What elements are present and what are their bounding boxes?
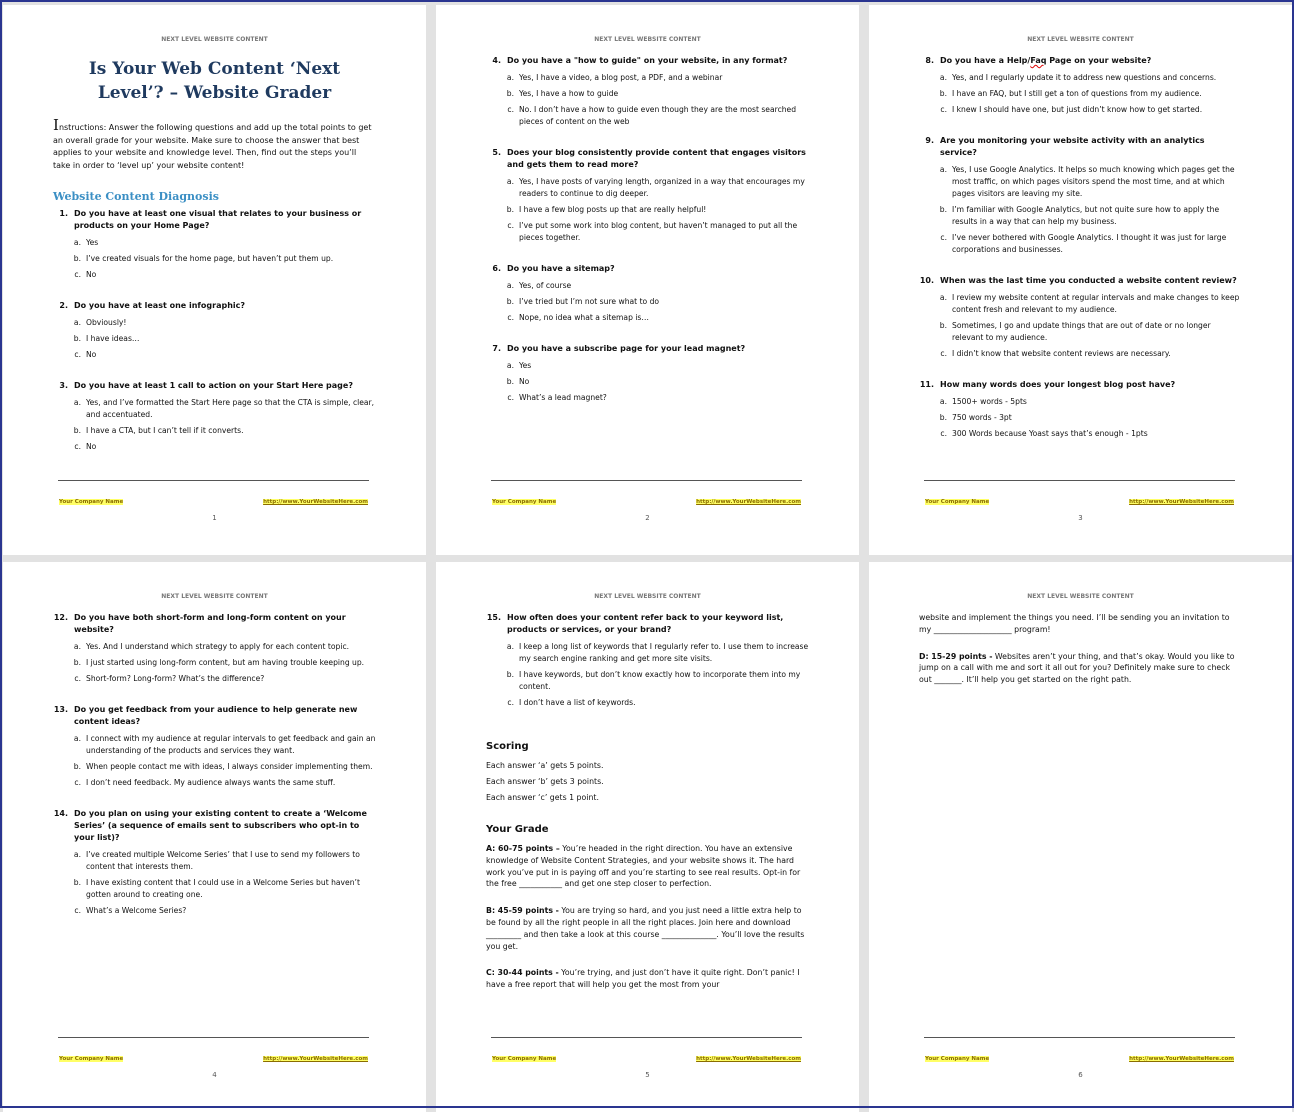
question-spacer	[919, 260, 1242, 275]
question	[919, 135, 1242, 159]
answer-text: What’s a Welcome Series?	[86, 906, 187, 915]
answer-text: What’s a lead magnet?	[519, 393, 607, 402]
grade-b-text: You are trying so hard, and you just need a little extra help to be found by all the right people in all the right places. Join here and download _________ and then take a look at this course ______________. You’ll love the results you get.	[486, 906, 805, 951]
question	[919, 55, 1242, 67]
answer-text: I have ideas…	[86, 334, 140, 344]
footer-rule	[924, 480, 1235, 481]
answer-text: Yes, and I’ve formatted the Start Here page so that the CTA is simple, clear, and accentuated.	[86, 398, 375, 420]
answer-option	[919, 292, 1242, 316]
answer-letter: a.	[506, 361, 514, 370]
page-number: 2	[645, 514, 650, 522]
footer-rule	[491, 1037, 802, 1038]
answer-option	[53, 441, 376, 453]
document-page-1	[3, 5, 426, 555]
answer-option	[919, 204, 1242, 228]
answer-option	[486, 669, 809, 693]
grade-b-label: B: 45-59 points -	[486, 906, 559, 916]
answer-text: I review my website content at regular intervals and make changes to keep content fresh and relevant to my audience.	[952, 293, 1240, 314]
question-text: Do you have a Help/	[940, 56, 1031, 65]
footer-company: Your Company Name	[59, 1056, 124, 1062]
question-spacer	[486, 248, 809, 263]
answer-text: 300 Words because Yoast says that’s enough - 1pts	[952, 429, 1148, 438]
grade-c-text: You’re trying, and just don’t have it quite right. Don’t panic! I have a free report that will help you get the most from your	[486, 968, 800, 990]
answer-option	[486, 641, 809, 665]
question-number: 5.	[492, 148, 501, 157]
answer-text: No. I don’t have a how to guide even though they are the most searched pieces of content on the web	[519, 105, 797, 126]
answer-letter: c.	[74, 442, 81, 452]
question-spacer	[53, 365, 376, 380]
answer-text: Yes, I have a video, a blog post, a PDF, and a webinar	[519, 73, 723, 82]
answer-text: I just started using long-form content, but am having trouble keeping up.	[86, 658, 365, 667]
answer-text: I’ve never bothered with Google Analytics. I thought it was just for large corporations and businesses.	[952, 233, 1227, 254]
scoring-line: Each answer ‘c’ gets 1 point.	[486, 793, 599, 802]
answer-option	[486, 296, 809, 308]
question-number: 10.	[919, 276, 934, 285]
spellcheck-word: Faq	[1030, 56, 1047, 65]
answer-option	[486, 204, 809, 216]
question	[53, 808, 376, 844]
answer-text: I’ve tried but I’m not sure what to do	[519, 297, 660, 306]
question-text: Do you have a sitemap?	[507, 264, 615, 273]
question-spacer	[53, 285, 376, 300]
page-header: NEXT LEVEL WEBSITE CONTENT	[1027, 36, 1134, 43]
answer-text: 750 words - 3pt	[952, 413, 1012, 422]
answer-letter: a.	[73, 734, 81, 743]
document-page-2	[436, 5, 859, 555]
answer-letter: b.	[506, 89, 514, 98]
question-text: Does your blog consistently provide content that engages visitors and gets them to read more?	[507, 148, 806, 169]
question-text: When was the last time you conducted a website content review?	[940, 276, 1237, 285]
footer-rule	[58, 480, 369, 481]
question-number: 12.	[53, 613, 68, 622]
page-header: NEXT LEVEL WEBSITE CONTENT	[161, 593, 268, 600]
answer-option	[919, 104, 1242, 116]
footer-link[interactable]: http://www.YourWebsiteHere.com	[696, 1056, 801, 1062]
page-number: 6	[1078, 1071, 1083, 1079]
answer-option	[53, 905, 376, 917]
footer-rule	[491, 480, 802, 481]
answer-text: Yes, I use Google Analytics. It helps so much knowing which pages get the most traffic, on which pages visitors spend the most time, and at which pages visitors are leaving my site.	[952, 165, 1235, 198]
answer-letter: a.	[506, 281, 514, 290]
answer-letter: a.	[939, 293, 947, 302]
answer-text: I keep a long list of keywords that I regularly refer to. I use them to increase my search engine ranking and get more site visits.	[519, 642, 809, 663]
question-list	[53, 612, 376, 917]
answer-text: 1500+ words - 5pts	[952, 397, 1027, 406]
answer-text: I have a few blog posts up that are really helpful!	[519, 205, 707, 214]
answer-option	[919, 428, 1242, 440]
grade-d-label: D: 15-29 points -	[919, 651, 993, 661]
footer-company: Your Company Name	[925, 499, 990, 505]
document-title: Is Your Web Content ‘Next Level’? – Website Grader	[88, 59, 341, 103]
grade-a-label: A: 60-75 points –	[486, 844, 560, 853]
answer-letter: a.	[939, 397, 947, 406]
answer-text: I have a CTA, but I can’t tell if it converts.	[86, 426, 244, 436]
footer-company: Your Company Name	[492, 1056, 557, 1062]
answer-letter: b.	[73, 762, 81, 771]
grade-c-continued: website and implement the things you need. I’ll be sending you an invitation to my ____________________ program!	[919, 613, 1230, 634]
instructions-paragraph	[53, 116, 376, 172]
question-number: 3.	[59, 381, 68, 391]
answer-text: No	[86, 442, 97, 452]
question-number: 4.	[492, 56, 501, 65]
page-header: NEXT LEVEL WEBSITE CONTENT	[594, 593, 701, 600]
answer-text: I knew I should have one, but just didn’t know how to get started.	[952, 105, 1203, 114]
question-text: Do you plan on using your existing content to create a ‘Welcome Series’ (a sequence of emails sent to subscribers who opt-in to your list)?	[74, 809, 367, 842]
answer-letter: b.	[73, 334, 81, 344]
answer-letter: a.	[73, 642, 81, 651]
question	[53, 300, 376, 312]
answer-text: I have keywords, but don’t know exactly how to incorporate them into my content.	[519, 670, 801, 691]
question-text: Do you have a "how to guide" on your website, in any format?	[507, 56, 788, 65]
question-number: 7.	[492, 344, 501, 353]
answer-option	[53, 657, 376, 669]
answer-option	[53, 349, 376, 361]
answer-letter: c.	[507, 221, 514, 230]
answer-letter: a.	[73, 238, 81, 248]
answer-letter: c.	[940, 105, 947, 114]
question-number: 1.	[59, 209, 68, 219]
page-number: 3	[1078, 514, 1083, 522]
question	[486, 147, 809, 171]
answer-letter: b.	[506, 377, 514, 386]
question-text: Do you get feedback from your audience to help generate new content ideas?	[74, 705, 358, 726]
answer-text: I’ve created multiple Welcome Series’ that I use to send my followers to content that interests them.	[86, 850, 360, 871]
answer-text: Obviously!	[86, 318, 127, 328]
answer-option	[486, 88, 809, 100]
answer-text: When people contact me with ideas, I always consider implementing them.	[86, 762, 373, 771]
footer-rule	[58, 1037, 369, 1038]
grade-b	[486, 905, 809, 952]
footer-link[interactable]: http://www.YourWebsiteHere.com	[263, 499, 368, 505]
answer-letter: a.	[73, 318, 81, 328]
grade-d	[919, 651, 1242, 686]
instructions-text: nstructions: Answer the following questions and add up the total points to get an overall grade for your website. Make sure to choose the answer that best applies to your website and knowledge level. Then, find out the steps you’ll take in order to ‘level up’ your website content!	[53, 123, 372, 170]
question	[53, 208, 376, 232]
answer-option	[919, 164, 1242, 200]
answer-text: Nope, no idea what a sitemap is…	[519, 313, 649, 322]
grade-d-text: Websites aren’t your thing, and that’s okay. Would you like to jump on a call with me and sort it all out for you? Definitely make sure to check out _______. It’ll help you get started on the right path.	[919, 651, 1235, 685]
answer-letter: b.	[506, 205, 514, 214]
grade-a	[486, 843, 809, 890]
answer-text: I don’t need feedback. My audience always wants the same stuff.	[86, 778, 336, 787]
question-number: 8.	[925, 56, 934, 65]
question	[486, 343, 809, 355]
scoring-line: Each answer ‘b’ gets 3 points.	[486, 777, 604, 786]
page-header: NEXT LEVEL WEBSITE CONTENT	[594, 36, 701, 43]
answer-letter: b.	[939, 89, 947, 98]
answer-letter: b.	[73, 426, 81, 436]
answer-letter: c.	[74, 778, 81, 787]
answer-option	[919, 396, 1242, 408]
document-page-4	[3, 562, 426, 1112]
answer-text: Yes, and I regularly update it to address new questions and concerns.	[952, 73, 1217, 82]
answer-option	[486, 280, 809, 292]
answer-option	[486, 360, 809, 372]
question	[919, 275, 1242, 287]
grade-heading: Your Grade	[486, 824, 549, 835]
answer-option	[919, 232, 1242, 256]
answer-option	[919, 412, 1242, 424]
answer-text: Sometimes, I go and update things that are out of date or no longer relevant to my audience.	[952, 321, 1211, 342]
answer-text: Yes, I have a how to guide	[519, 89, 619, 98]
question-spacer	[919, 120, 1242, 135]
question-list	[486, 55, 809, 404]
question-text: Do you have both short-form and long-form content on your website?	[74, 613, 346, 634]
footer-link[interactable]: http://www.YourWebsiteHere.com	[1129, 1056, 1234, 1062]
answer-text: I didn’t know that website content reviews are necessary.	[952, 349, 1171, 358]
answer-letter: a.	[506, 177, 514, 186]
answer-option	[53, 317, 376, 329]
answer-text: I connect with my audience at regular intervals to get feedback and gain an understanding of the products and services they want.	[86, 734, 376, 755]
question-text: Page on your website?	[1046, 56, 1152, 65]
answer-letter: b.	[506, 297, 514, 306]
question-spacer	[53, 793, 376, 808]
question-number: 14.	[53, 809, 68, 818]
answer-option	[53, 777, 376, 789]
answer-text: I have existing content that I could use in a Welcome Series but haven’t gotten around to creating one.	[86, 878, 360, 899]
question	[486, 263, 809, 275]
question-number: 15.	[486, 613, 501, 622]
answer-text: I have an FAQ, but I still get a ton of questions from my audience.	[952, 89, 1202, 98]
question	[53, 612, 376, 636]
answer-option	[919, 88, 1242, 100]
answer-option	[53, 641, 376, 653]
answer-letter: b.	[939, 321, 947, 330]
question-list	[919, 55, 1242, 440]
section-heading: Website Content Diagnosis	[53, 190, 219, 204]
document-page-6	[869, 562, 1292, 1112]
drop-cap: I	[53, 116, 59, 134]
answer-letter: c.	[74, 270, 81, 280]
question	[53, 380, 376, 392]
footer-rule	[924, 1037, 1235, 1038]
question	[53, 704, 376, 728]
answer-text: I’ve put some work into blog content, but haven’t managed to put all the pieces together.	[519, 221, 798, 242]
question-number: 11.	[919, 380, 934, 389]
scoring-heading: Scoring	[486, 741, 529, 752]
answer-text: Yes, of course	[519, 281, 572, 290]
answer-letter: b.	[73, 658, 81, 667]
answer-letter: c.	[940, 429, 947, 438]
answer-option	[919, 320, 1242, 344]
answer-option	[486, 697, 809, 709]
question-text: Do you have at least 1 call to action on your Start Here page?	[74, 381, 353, 391]
answer-option	[486, 392, 809, 404]
document-page-5	[436, 562, 859, 1112]
answer-letter: a.	[73, 398, 81, 408]
answer-letter: b.	[939, 413, 947, 422]
footer-link[interactable]: http://www.YourWebsiteHere.com	[1129, 499, 1234, 505]
answer-text: Yes. And I understand which strategy to apply for each content topic.	[86, 642, 350, 651]
question-number: 9.	[925, 136, 934, 145]
footer-company: Your Company Name	[492, 499, 557, 505]
question-text: Are you monitoring your website activity with an analytics service?	[940, 136, 1205, 157]
answer-letter: a.	[73, 850, 81, 859]
answer-option	[53, 253, 376, 265]
footer-company: Your Company Name	[925, 1056, 990, 1062]
answer-option	[53, 425, 376, 437]
answer-text: Yes	[86, 238, 99, 248]
answer-option	[53, 761, 376, 773]
answer-option	[53, 733, 376, 757]
answer-text: I’m familiar with Google Analytics, but not quite sure how to apply the results in a way that can help my business.	[952, 205, 1220, 226]
answer-letter: b.	[506, 670, 514, 679]
question-list	[53, 208, 376, 453]
answer-option	[486, 376, 809, 388]
answer-option	[53, 849, 376, 873]
question	[919, 379, 1242, 391]
page-number: 1	[212, 514, 217, 522]
answer-letter: a.	[939, 73, 947, 82]
answer-letter: c.	[507, 105, 514, 114]
grade-c-label: C: 30-44 points -	[486, 968, 559, 978]
question-number: 2.	[59, 301, 68, 311]
question-spacer	[53, 689, 376, 704]
question-number: 6.	[492, 264, 501, 273]
answer-letter: a.	[506, 73, 514, 82]
answer-letter: c.	[507, 698, 514, 707]
answer-text: No	[519, 377, 530, 386]
answer-option	[919, 348, 1242, 360]
answer-option	[486, 220, 809, 244]
question-text: Do you have a subscribe page for your lead magnet?	[507, 344, 746, 353]
answer-letter: c.	[940, 349, 947, 358]
answer-text: I’ve created visuals for the home page, but haven’t put them up.	[86, 254, 334, 264]
answer-letter: c.	[74, 350, 81, 360]
answer-text: No	[86, 270, 97, 280]
footer-company: Your Company Name	[59, 499, 124, 505]
scoring-line: Each answer ‘a’ gets 5 points.	[486, 761, 604, 770]
question-text: Do you have at least one infographic?	[74, 301, 246, 311]
page-header: NEXT LEVEL WEBSITE CONTENT	[161, 36, 268, 43]
answer-option	[53, 237, 376, 249]
answer-text: Yes	[519, 361, 532, 370]
question-text: Do you have at least one visual that relates to your business or products on your Home Page?	[74, 209, 362, 231]
answer-letter: a.	[506, 642, 514, 651]
footer-link[interactable]: http://www.YourWebsiteHere.com	[696, 499, 801, 505]
answer-text: Short-form? Long-form? What’s the difference?	[86, 674, 265, 683]
question-text: How many words does your longest blog post have?	[940, 380, 1176, 389]
answer-option	[486, 312, 809, 324]
question-text: How often does your content refer back to your keyword list, products or services, or your brand?	[507, 613, 784, 634]
answer-option	[53, 397, 376, 421]
answer-option	[486, 72, 809, 84]
answer-option	[486, 176, 809, 200]
question-list	[486, 612, 809, 709]
grade-a-text: You’re headed in the right direction. You have an extensive knowledge of Website Content Strategies, and your website shows it. The hard work you’ve put in is paying off and you’re starting to see real results. Opt-in for the free ___________ and get one step closer to perfection.	[486, 844, 801, 889]
answer-letter: c.	[74, 674, 81, 683]
answer-option	[53, 333, 376, 345]
question-spacer	[486, 328, 809, 343]
question	[486, 612, 809, 636]
page-header: NEXT LEVEL WEBSITE CONTENT	[1027, 593, 1134, 600]
answer-text: No	[86, 350, 97, 360]
answer-letter: c.	[507, 313, 514, 322]
answer-option	[53, 877, 376, 901]
footer-link[interactable]: http://www.YourWebsiteHere.com	[263, 1056, 368, 1062]
question-spacer	[919, 364, 1242, 379]
document-page-3	[869, 5, 1292, 555]
question	[486, 55, 809, 67]
grade-c	[486, 967, 809, 991]
answer-letter: b.	[73, 878, 81, 887]
answer-letter: c.	[74, 906, 81, 915]
page-number: 4	[212, 1071, 217, 1079]
answer-option	[53, 269, 376, 281]
question-spacer	[486, 132, 809, 147]
answer-option	[919, 72, 1242, 84]
answer-text: I don’t have a list of keywords.	[519, 698, 636, 707]
answer-option	[53, 673, 376, 685]
page-number: 5	[645, 1071, 650, 1079]
answer-letter: b.	[73, 254, 81, 264]
answer-letter: c.	[507, 393, 514, 402]
answer-letter: b.	[939, 205, 947, 214]
answer-option	[486, 104, 809, 128]
answer-text: Yes, I have posts of varying length, organized in a way that encourages my readers to continue to dig deeper.	[519, 177, 805, 198]
answer-letter: c.	[940, 233, 947, 242]
question-number: 13.	[53, 705, 68, 714]
answer-letter: a.	[939, 165, 947, 174]
